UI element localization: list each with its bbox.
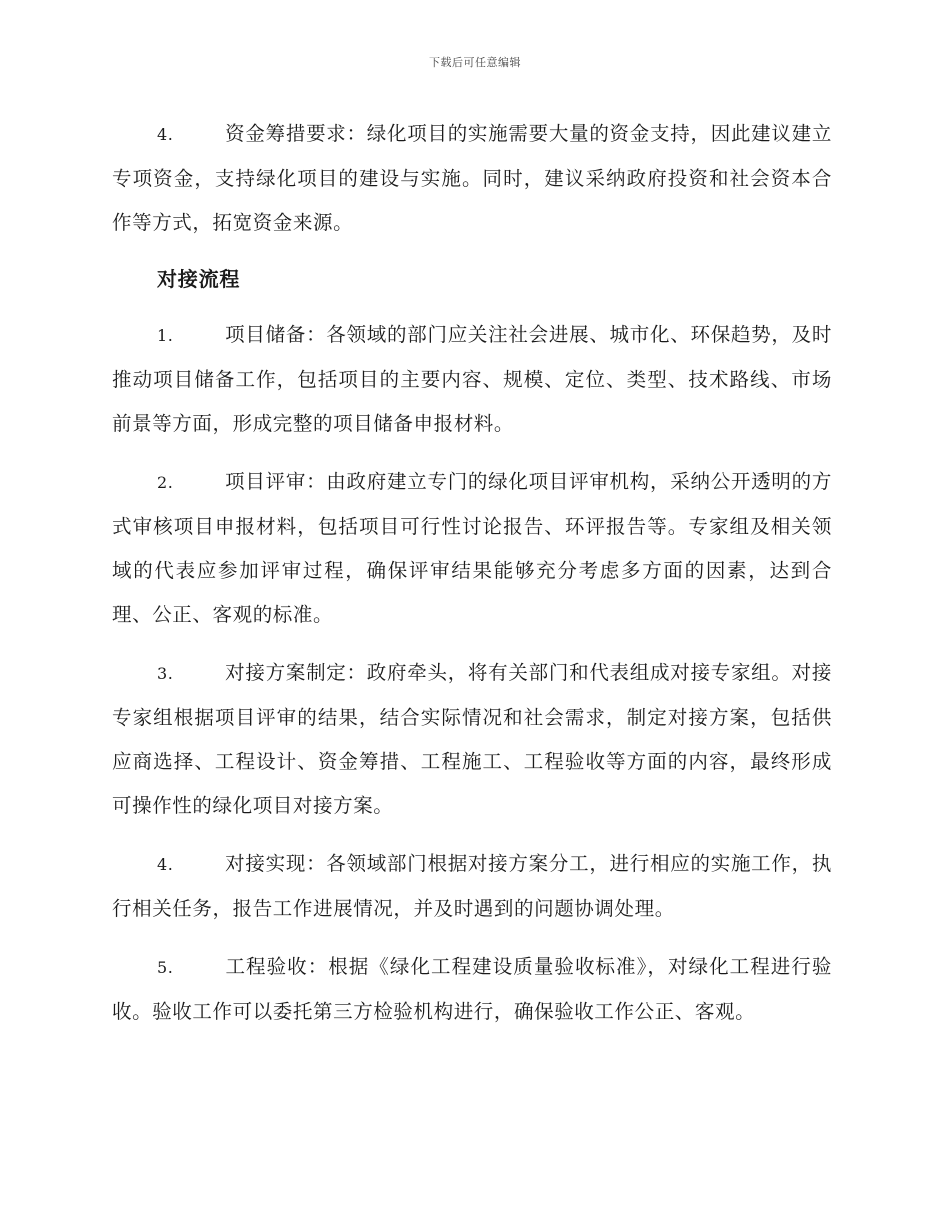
- step-number: 3.: [157, 664, 174, 683]
- step-text: 项目储备：各领域的部门应关注社会进展、城市化、环保趋势，及时推动项目储备工作，包括项目的主要内容、规模、定位、类型、技术路线、市场前景等方面，形成完整的项目储备申报材料。: [112, 323, 832, 435]
- step-text: 工程验收：根据《绿化工程建设质量验收标准》，对绿化工程进行验收。验收工作可以委托第三方检验机构进行，确保验收工作公正、客观。: [112, 955, 832, 1023]
- section-heading: 对接流程: [157, 267, 241, 291]
- step-paragraph-1: [112, 313, 832, 446]
- step-paragraph-5: [112, 945, 832, 1034]
- paragraph-number: 4.: [157, 125, 174, 144]
- step-text: 对接实现：各领域部门根据对接方案分工，进行相应的实施工作，执行相关任务，报告工作进展情况，并及时遇到的问题协调处理。: [112, 852, 832, 920]
- step-paragraph-3: [112, 651, 832, 828]
- step-number: 4.: [157, 855, 174, 874]
- step-paragraph-2: [112, 460, 832, 637]
- page-header-note: 下载后可任意编辑: [429, 56, 521, 69]
- step-number: 1.: [157, 326, 174, 345]
- step-number: 2.: [157, 473, 174, 492]
- paragraph-funding-requirement: [112, 112, 832, 245]
- step-number: 5.: [157, 958, 174, 977]
- paragraph-text: 资金筹措要求：绿化项目的实施需要大量的资金支持，因此建议建立专项资金，支持绿化项目的建设与实施。同时，建议采纳政府投资和社会资本合作等方式，拓宽资金来源。: [112, 122, 832, 234]
- step-text: 对接方案制定：政府牵头，将有关部门和代表组成对接专家组。对接专家组根据项目评审的结果，结合实际情况和社会需求，制定对接方案，包括供应商选择、工程设计、资金筹措、工程施工、工程验收等方面的内容，最终形成可操作性的绿化项目对接方案。: [112, 661, 832, 817]
- document-body: [112, 112, 832, 1034]
- step-text: 项目评审：由政府建立专门的绿化项目评审机构，采纳公开透明的方式审核项目申报材料，包括项目可行性讨论报告、环评报告等。专家组及相关领域的代表应参加评审过程，确保评审结果能够充分考虑多方面的因素，达到合理、公正、客观的标准。: [112, 470, 832, 626]
- step-paragraph-4: [112, 842, 832, 931]
